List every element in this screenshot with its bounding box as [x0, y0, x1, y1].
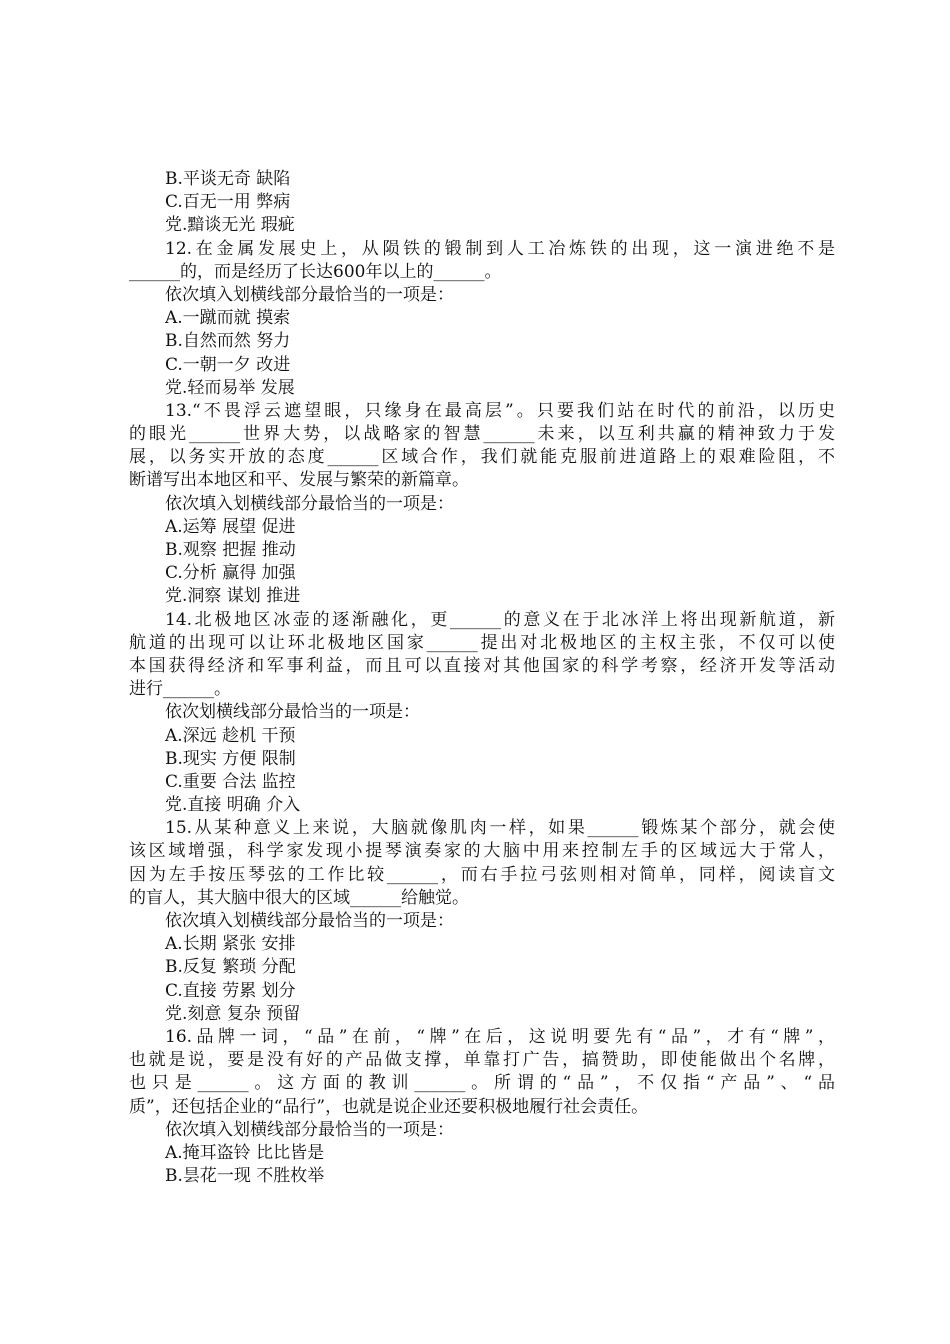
- answer-option-line: B.现实 方便 限制: [165, 748, 296, 769]
- question-text-line: 进行______。: [129, 679, 231, 700]
- answer-option-line: 依次填入划横线部分最恰当的一项是：: [165, 493, 454, 514]
- question-stem-line: 16.品牌一词，“品”在前，“牌”在后，这说明要先有“品”，才有“牌”，: [165, 1026, 835, 1047]
- question-text-line: 的盲人，其大脑中很大的区域______给触觉。: [129, 887, 469, 908]
- answer-option-line: B.反复 繁琐 分配: [165, 957, 296, 978]
- answer-option-line: C.分析 赢得 加强: [165, 563, 296, 584]
- answer-option-line: A.掩耳盗铃 比比皆是: [165, 1142, 325, 1163]
- question-text-line: 的眼光______世界大势，以战略家的智慧______未来，以互利共赢的精神致力于发: [129, 424, 835, 445]
- document-body: [129, 168, 835, 1188]
- question-stem-line: 13.“不畏浮云遮望眼，只缘身在最高层”。只要我们站在时代的前沿，以历史: [165, 400, 835, 421]
- answer-option-line: 依次填入划横线部分最恰当的一项是：: [165, 284, 454, 305]
- answer-option-line: C.直接 劳累 划分: [165, 980, 296, 1001]
- answer-option-line: 党.轻而易举 发展: [165, 377, 295, 398]
- question-text-line: 因为左手按压琴弦的工作比较______，而右手拉弓弦则相对简单，同样，阅读盲文: [129, 864, 835, 885]
- question-text-line: 质”，还包括企业的“品行”，也就是说企业还要积极地履行社会责任。: [129, 1096, 649, 1117]
- answer-option-line: 党.黯谈无光 瑕疵: [165, 215, 295, 236]
- question-text-line: 本国获得经济和军事利益，而且可以直接对其他国家的科学考察，经济开发等活动: [129, 655, 835, 676]
- question-stem-line: 14.北极地区冰壶的逐渐融化，更______的意义在于北冰洋上将出现新航道，新: [165, 609, 835, 630]
- answer-option-line: B.昙花一现 不胜枚举: [165, 1166, 325, 1187]
- answer-option-line: C.一朝一夕 改进: [165, 354, 291, 375]
- answer-option-line: 党.直接 明确 介入: [165, 795, 301, 816]
- question-text-line: 也只是______。这方面的教训______。所谓的“品”，不仅指“产品”、“品: [129, 1073, 835, 1094]
- question-stem-line: 15.从某种意义上来说，大脑就像肌肉一样，如果______锻炼某个部分，就会使: [165, 818, 835, 839]
- answer-option-line: 依次划横线部分最恰当的一项是：: [165, 702, 420, 723]
- question-stem-line: 12.在金属发展史上，从陨铁的锻制到人工冶炼铁的出现，这一演进绝不是: [165, 238, 835, 259]
- question-text-line: ______的，而是经历了长达600年以上的______。: [129, 261, 502, 282]
- answer-option-line: A.运筹 展望 促进: [165, 516, 296, 537]
- answer-option-line: C.百无一用 弊病: [165, 192, 291, 213]
- answer-option-line: A.一蹴而就 摸索: [165, 308, 291, 329]
- answer-option-line: A.深远 趁机 干预: [165, 725, 296, 746]
- answer-option-line: 依次填入划横线部分最恰当的一项是：: [165, 1119, 454, 1140]
- answer-option-line: B.平谈无奇 缺陷: [165, 169, 291, 189]
- answer-option-line: 党.洞察 谋划 推进: [165, 586, 301, 607]
- question-text-line: 展，以务实开放的态度______区域合作，我们就能克服前进道路上的艰难险阻，不: [129, 447, 835, 468]
- answer-option-line: A.长期 紧张 安排: [165, 934, 296, 955]
- question-text-line: 该区域增强，科学家发现小提琴演奏家的大脑中用来控制左手的区域远大于常人，: [129, 841, 835, 862]
- answer-option-line: B.自然而然 努力: [165, 331, 291, 352]
- answer-option-line: C.重要 合法 监控: [165, 771, 296, 792]
- answer-option-line: B.观察 把握 推动: [165, 540, 296, 560]
- question-text-line: 也就是说，要是没有好的产品做支撑，单靠打广告，搞赞助，即使能做出个名牌，: [129, 1050, 835, 1071]
- answer-option-line: 党.刻意 复杂 预留: [165, 1003, 301, 1024]
- answer-option-line: 依次填入划横线部分最恰当的一项是：: [165, 911, 454, 931]
- question-text-line: 航道的出现可以让环北极地区国家______提出对北极地区的主权主张，不仅可以使: [129, 632, 835, 653]
- question-text-line: 断谱写出本地区和平、发展与繁荣的新篇章。: [129, 470, 469, 491]
